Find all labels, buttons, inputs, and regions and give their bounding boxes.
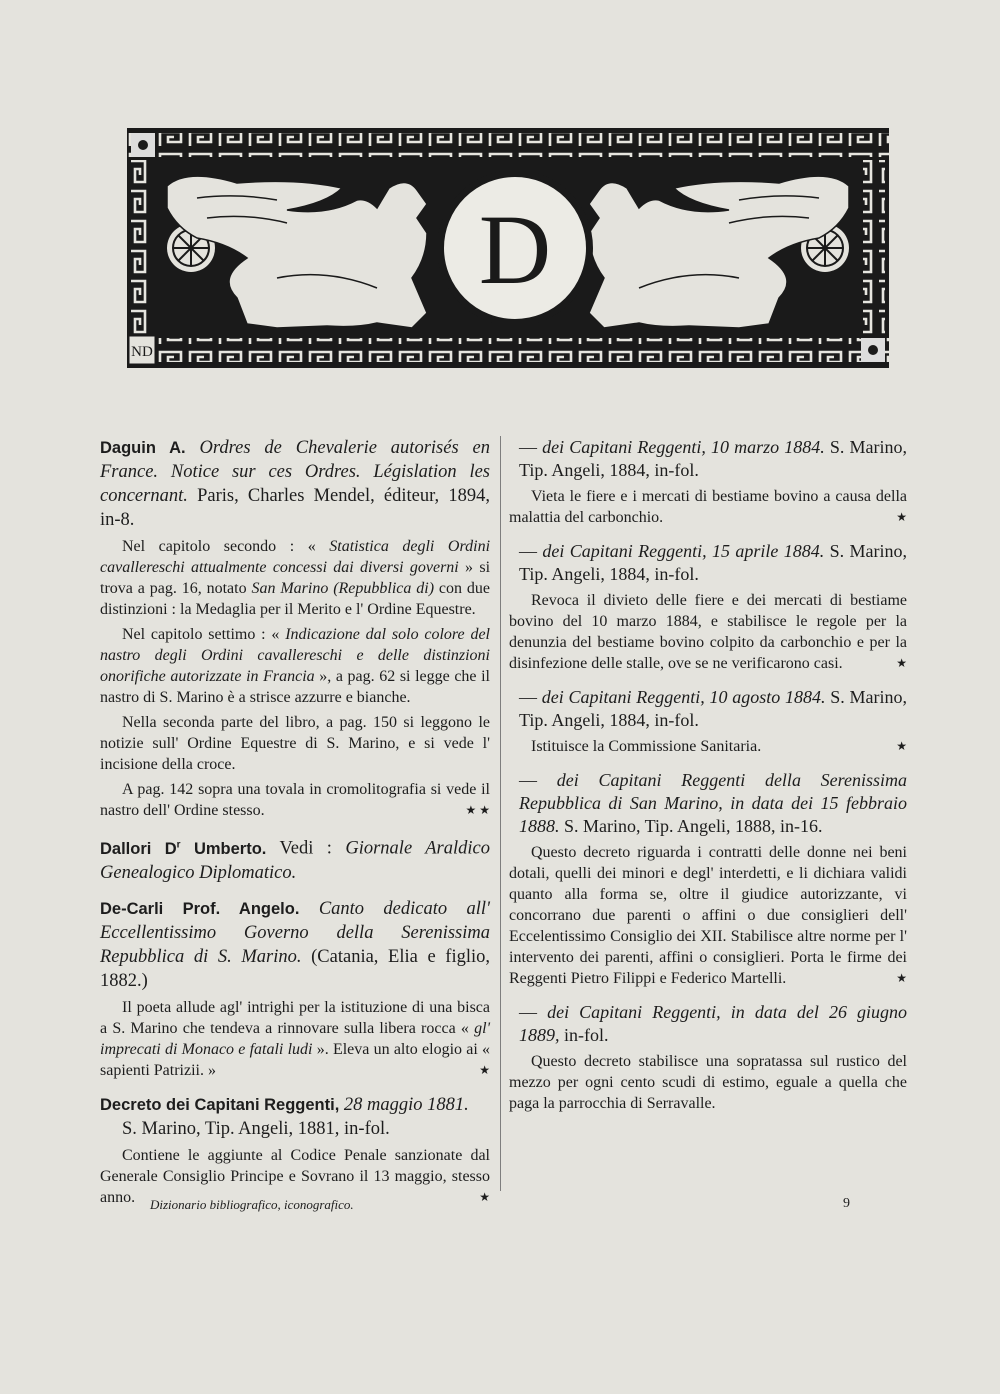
reference-title: Giornale Araldico Genealogico Diplomatico.	[100, 838, 490, 883]
star-mark: ★	[896, 656, 907, 670]
entry-decarli	[100, 897, 490, 1081]
entry-decreto	[100, 1093, 490, 1208]
paragraph: Revoca il divieto delle fiere e dei mercati di bestiame bovino del 10 marzo 1884, e stabilisce le regole per la denunzia del bestiame bovino colpito da carbonchio e per la disinfezione delle stalle, ove se ne verificarono casi. ★	[509, 592, 907, 672]
paragraph: Istituisce la Commissione Sanitaria. ★	[531, 738, 907, 755]
book-title: Canto dedicato all' Eccellentissimo Governo della Serenissima Repubblica di S. Marino.	[100, 898, 490, 967]
left-column	[100, 436, 490, 1220]
initial-letter: D	[478, 194, 552, 305]
publication-info: (Catania, Elia e figlio, 1882.)	[100, 946, 490, 991]
paragraph: Nel capitolo secondo : « Statistica degli Ordini cavallereschi attualmente concessi dai diversi governi » si trova a pag. 16, notato San Marino (Repubblica di) con due distinzioni : la Medaglia per il Merito e l' Ordine Equestre.	[100, 538, 491, 618]
entry-daguin	[100, 436, 490, 821]
star-mark: ★	[896, 510, 907, 524]
paragraph: A pag. 142 sopra una tovala in cromolitografia si vede il nastro dell' Ordine stesso. ★ ★	[100, 781, 490, 819]
star-marks: ★ ★	[465, 803, 490, 817]
author-name: Daguin A.	[100, 439, 186, 457]
star-mark: ★	[896, 971, 907, 985]
book-title: Ordres de Chevalerie autorisés en France. Notice sur ces Ordres. Législation les concernant.	[100, 438, 490, 506]
entry-decree-1889: — dei Capitani Reggenti, in data del 26 giugno 1889, in-fol. Questo decreto stabilisce una sopratassa sul rustico del mezzo per ogni cento scudi di estimo, eguale a quella che paga la parrocchia di Serravalle.	[509, 1002, 908, 1112]
author-name: Dallori $D^r$ Umberto.	[100, 839, 267, 858]
entry-decree-1884-august: — dei Capitani Reggenti, 10 agosto 1884. S. Marino, Tip. Angeli, 1884, in-fol. Istituisce la Commissione Sanitaria. ★	[509, 686, 907, 757]
author-name: De-Carli Prof. Angelo.	[100, 899, 300, 918]
column-divider	[500, 436, 501, 1191]
publication-info: Paris, Charles Mendel, éditeur, 1894, in-8.	[100, 486, 490, 530]
star-mark: ★	[479, 1062, 490, 1077]
paragraph: Nella seconda parte del libro, a pag. 150 si leggono le notizie sull' Ordine Equestre di S. Marino, e si vede l' incisione della croce.	[100, 714, 490, 773]
star-mark: ★	[479, 1189, 490, 1204]
paragraph: Contiene le aggiunte al Codice Penale sanzionate dal Generale Consiglio Principe e Sovrano il 13 maggio, stesso anno. ★	[100, 1146, 490, 1206]
entry-dallori: Dallori $D^r$ Umberto. Vedi : Giornale Araldico Genealogico Diplomatico.	[100, 838, 490, 883]
star-mark: ★	[896, 739, 907, 753]
publication-info: S. Marino, Tip. Angeli, 1881, in-fol.	[122, 1118, 390, 1139]
decree-date: 28 maggio 1881.	[343, 1094, 469, 1115]
paragraph: Questo decreto riguarda i contratti delle donne nei beni dotali, quelli dei minori e degl' interdetti, e li dichiara validi quanto alla forma se, oltre il giudice autorizzante, vi concorrano due parenti o affini o due consiglieri dell' Eccelentissimo Consiglio dei XII. Stabilisce altre norme per l' intervento dei parenti, affini o consiglieri. Porta le firme dei Reggenti Pietro Filippi e Federico Martelli. ★	[509, 844, 907, 987]
ornamental-banner	[127, 128, 889, 368]
paragraph: Vieta le fiere e i mercati di bestiame bovino a causa della malattia del carbonchio. ★	[509, 488, 907, 526]
paragraph: Nel capitolo settimo : « Indicazione dal solo colore del nastro degli Ordini cavallereschi e delle distinzioni onorifiche autorizzate in Francia », a pag. 62 si legge che il nastro di S. Marino è a strisce azzurre e bianche.	[100, 626, 491, 706]
page-number: 9	[843, 1196, 850, 1211]
entry-decree-1884-march: — dei Capitani Reggenti, 10 marzo 1884. S. Marino, Tip. Angeli, 1884, in-fol. Vieta le fiere e i mercati di bestiame bovino a causa della malattia del carbonchio. ★	[509, 437, 908, 526]
paragraph: Questo decreto stabilisce una sopratassa sul rustico del mezzo per ogni cento scudi di estimo, eguale a quella che paga la parrocchia di Serravalle.	[509, 1053, 907, 1112]
right-column	[509, 436, 907, 1126]
monogram: ND	[131, 344, 153, 360]
footer-title: Dizionario bibliografico, iconografico.	[150, 1197, 354, 1212]
entry-decree-1884-april: — dei Capitani Reggenti, 15 aprile 1884. S. Marino, Tip. Angeli, 1884, in-fol. Revoca il divieto delle fiere e dei mercati di bestiame bovino del 10 marzo 1884, e stabilisce le regole per la denunzia del bestiame bovino colpito da carbonchio e per la disinfezione delle stalle, ove se ne verificarono casi. ★	[509, 541, 908, 672]
author-name: Decreto dei Capitani Reggenti,	[100, 1095, 340, 1114]
paragraph: Il poeta allude agl' intrighi per la istituzione di una bisca a S. Marino che tendeva a rinnovare sulla libera rocca « gl' imprecati di Monaco e fatali ludi ». Eleva un alto elogio ai « sapienti Patrizii. » ★	[100, 998, 491, 1079]
entry-decree-1888: — dei Capitani Reggenti della Serenissima Repubblica di San Marino, in data dei 15 febbraio 1888. S. Marino, Tip. Angeli, 1888, in-16. Questo decreto riguarda i contratti delle donne nei beni dotali, quelli dei minori e degl' interdetti, e li dichiara validi quanto alla forma se, oltre il giudice autorizzante, vi concorrano due parenti o affini o due consiglieri dell' Eccelentissimo Consiglio dei XII. Stabilisce altre norme per l' intervento dei parenti, affini o consiglieri. Porta le firme dei Reggenti Pietro Filippi e Federico Martelli. ★	[509, 770, 908, 987]
